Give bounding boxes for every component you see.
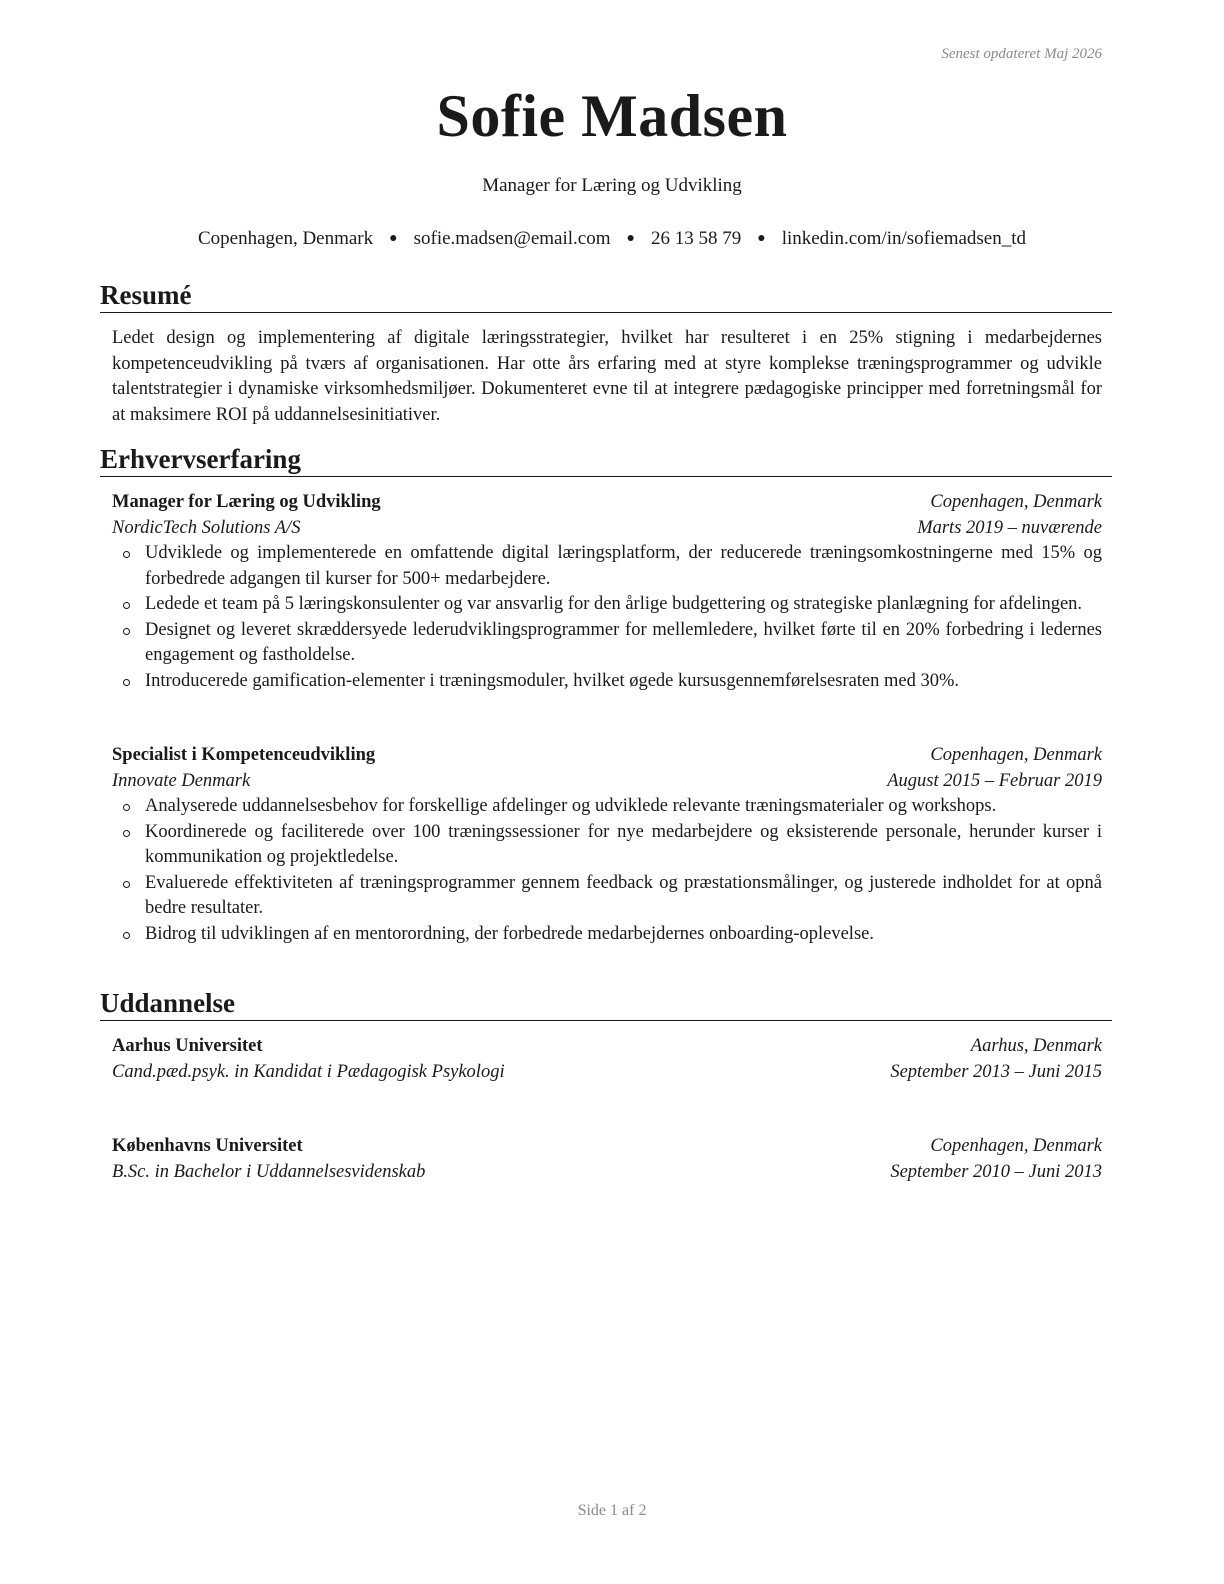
summary-text: Ledet design og implementering af digitale læringsstrategier, hvilket har resulteret i en 25% stigning i medarbejdernes kompetenceudvikling på tværs af organisationen. Har otte års erfaring med at styre komplekse træningsprogrammer og udvikle talentstrategier i dynamiske virksomhedsmiljøer. Dokumenteret evne til at integrere pædagogiske principper med forretningsmål for at maksimere ROI på uddannelsesinitiativer.	[112, 328, 1102, 425]
circle-bullet-icon	[123, 551, 130, 558]
school-location: Copenhagen, Denmark	[930, 1136, 1102, 1156]
school-location: Aarhus, Denmark	[970, 1036, 1102, 1056]
job-entry	[112, 490, 1102, 694]
school-name: Københavns Universitet	[112, 1136, 303, 1156]
bullet-text: Koordinerede og faciliterede over 100 træningssessioner for nye medarbejdere og eksisterende personale, herunder kurser i kommunikation og projektledelse.	[145, 821, 1102, 867]
list-item	[112, 871, 1102, 922]
bullet-text: Introducerede gamification-elementer i træningsmoduler, hvilket øgede kursusgennemførelsesraten med 30%.	[145, 670, 960, 691]
circle-bullet-icon	[123, 628, 130, 635]
job-company: NordicTech Solutions A/S	[112, 517, 301, 538]
section-title-education: Uddannelse	[100, 988, 1112, 1021]
list-item	[112, 922, 1102, 948]
bullet-separator: ●	[757, 231, 766, 246]
candidate-name: Sofie Madsen	[436, 83, 788, 149]
contact-linkedin[interactable]: linkedin.com/in/sofiemadsen_td	[781, 228, 1027, 249]
bullet-separator: ●	[389, 231, 398, 246]
job-company: Innovate Denmark	[112, 770, 251, 791]
education-dates: September 2010 – Juni 2013	[890, 1161, 1102, 1182]
education-entry	[112, 1134, 1102, 1185]
contact-location: Copenhagen, Denmark	[197, 228, 374, 249]
contact-email[interactable]: sofie.madsen@email.com	[413, 228, 611, 249]
bullet-text: Evaluerede effektiviteten af træningsprogrammer gennem feedback og præstationsmålinger, og justerede indholdet for at opnå bedre resultater.	[145, 872, 1102, 918]
job-location: Copenhagen, Denmark	[930, 492, 1102, 512]
list-item	[112, 794, 1102, 820]
bullet-text: Ledede et team på 5 læringskonsulenter og var ansvarlig for den årlige budgettering og strategiske planlægning for afdelingen.	[145, 594, 1083, 614]
education-entry	[112, 1034, 1102, 1085]
circle-bullet-icon	[123, 602, 130, 609]
last-updated: Senest opdateret Maj 2026	[941, 46, 1102, 62]
circle-bullet-icon	[123, 932, 130, 939]
circle-bullet-icon	[123, 881, 130, 888]
education-dates: September 2013 – Juni 2015	[890, 1061, 1102, 1082]
job-bullets	[112, 794, 1102, 947]
degree-name: Cand.pæd.psyk. in Kandidat i Pædagogisk Psykologi	[112, 1061, 505, 1082]
bullet-text: Designet og leveret skræddersyede lederudviklingsprogrammer for mellemledere, hvilket førte til en 20% forbedring i ledernes engagement og fastholdelse.	[145, 619, 1102, 665]
bullet-text: Analyserede uddannelsesbehov for forskellige afdelinger og udviklede relevante træningsmaterialer og workshops.	[145, 796, 997, 816]
page-number: Side 1 af 2	[577, 1502, 647, 1519]
list-item	[112, 618, 1102, 669]
circle-bullet-icon	[123, 804, 130, 811]
circle-bullet-icon	[123, 679, 130, 686]
circle-bullet-icon	[123, 830, 130, 837]
list-item	[112, 592, 1102, 618]
job-dates: Marts 2019 – nuværende	[917, 517, 1102, 538]
section-title-experience: Erhvervserfaring	[100, 444, 1112, 477]
list-item	[112, 820, 1102, 871]
section-title-summary: Resumé	[100, 280, 1112, 313]
job-bullets	[112, 541, 1102, 694]
job-location: Copenhagen, Denmark	[930, 745, 1102, 765]
list-item	[112, 669, 1102, 695]
job-position: Manager for Læring og Udvikling	[112, 492, 381, 512]
list-item	[112, 541, 1102, 592]
contact-line	[0, 228, 1224, 250]
school-name: Aarhus Universitet	[112, 1036, 263, 1056]
job-entry	[112, 743, 1102, 947]
bullet-text: Bidrog til udviklingen af en mentorordning, der forbedrede medarbejdernes onboarding-oplevelse.	[145, 923, 874, 944]
bullet-separator: ●	[626, 231, 635, 246]
contact-phone: 26 13 58 79	[650, 228, 742, 249]
bullet-text: Udviklede og implementerede en omfattende digital læringsplatform, der reducerede træningsomkostningerne med 15% og forbedrede adgangen til kurser for 500+ medarbejdere.	[145, 543, 1102, 589]
candidate-role: Manager for Læring og Udvikling	[482, 175, 742, 196]
job-position: Specialist i Kompetenceudvikling	[112, 745, 376, 765]
degree-name: B.Sc. in Bachelor i Uddannelsesvidenskab	[112, 1161, 426, 1182]
job-dates: August 2015 – Februar 2019	[887, 770, 1102, 791]
